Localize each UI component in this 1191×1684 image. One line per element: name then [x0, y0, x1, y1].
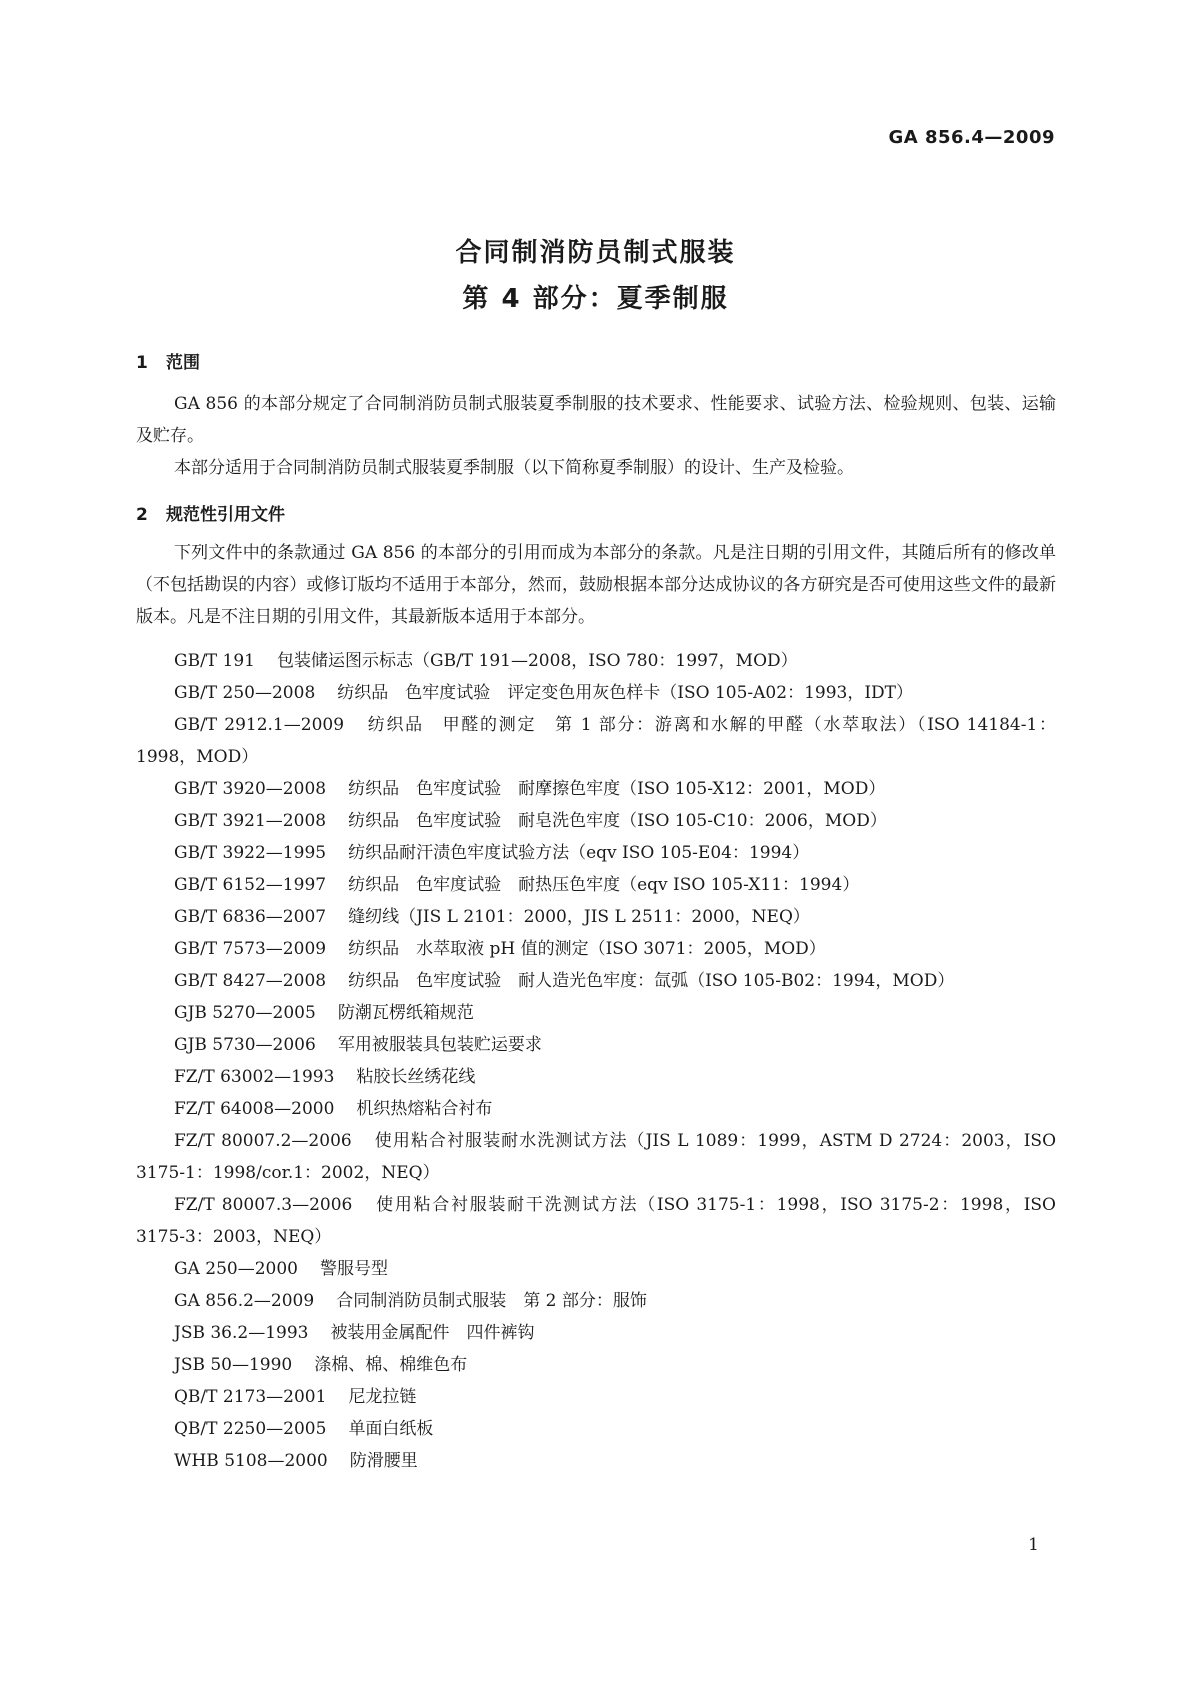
- reference-code: GJB 5270—2005: [174, 1003, 316, 1023]
- reference-title: 警服号型: [319, 1259, 388, 1279]
- reference-item: [136, 1029, 1056, 1061]
- reference-item: [136, 1285, 1056, 1317]
- section-1-body: [136, 388, 1056, 484]
- reference-title: 纺织品 色牢度试验 耐人造光色牢度：氙弧（ISO 105-B02：1994，MOD）: [348, 971, 955, 991]
- reference-item: [136, 773, 1056, 805]
- reference-item: [136, 1253, 1056, 1285]
- reference-title: 机织热熔粘合衬布: [356, 1099, 493, 1119]
- reference-code: GB/T 8427—2008: [174, 971, 327, 991]
- reference-item: [136, 869, 1056, 901]
- reference-title: 单面白纸板: [348, 1419, 434, 1439]
- reference-code: GB/T 2912.1—2009: [174, 715, 345, 735]
- reference-code: JSB 36.2—1993: [174, 1323, 309, 1343]
- reference-item: [136, 1317, 1056, 1349]
- reference-item: [136, 933, 1056, 965]
- section-1-heading: [136, 348, 200, 373]
- reference-list: [136, 645, 1056, 1477]
- reference-code: GB/T 191: [174, 651, 255, 671]
- reference-title: 防滑腰里: [349, 1451, 418, 1471]
- reference-item: [136, 837, 1056, 869]
- reference-code: GA 250—2000: [174, 1259, 298, 1279]
- section-2-title: 规范性引用文件: [166, 505, 285, 525]
- reference-title: 包装储运图示标志（GB/T 191—2008，ISO 780：1997，MOD）: [277, 651, 798, 671]
- reference-code: FZ/T 80007.3—2006: [174, 1195, 353, 1215]
- reference-title: 缝纫线（JIS L 2101：2000，JIS L 2511：2000，NEQ）: [348, 907, 810, 927]
- reference-item: [136, 1061, 1056, 1093]
- reference-item: [136, 1189, 1056, 1253]
- reference-item: [136, 1445, 1056, 1477]
- reference-code: QB/T 2173—2001: [174, 1387, 327, 1407]
- reference-code: FZ/T 80007.2—2006: [174, 1131, 352, 1151]
- reference-code: GB/T 3920—2008: [174, 779, 327, 799]
- reference-item: [136, 1413, 1056, 1445]
- reference-code: JSB 50—1990: [174, 1355, 293, 1375]
- reference-item: [136, 1125, 1056, 1189]
- section-2-intro: [136, 537, 1056, 633]
- section-2-heading: [136, 500, 285, 525]
- reference-title: 纺织品 色牢度试验 评定变色用灰色样卡（ISO 105-A02：1993，IDT）: [337, 683, 914, 703]
- section-1-paragraph: GA 856 的本部分规定了合同制消防员制式服装夏季制服的技术要求、性能要求、试验方法、检验规则、包装、运输及贮存。: [136, 394, 1056, 446]
- section-1-number: 1: [136, 353, 148, 373]
- standard-code: GA 856.4—2009: [888, 127, 1055, 148]
- reference-title: 尼龙拉链: [348, 1387, 417, 1407]
- document-subtitle: 第 4 部分：夏季制服: [462, 284, 729, 314]
- reference-title: 纺织品 色牢度试验 耐热压色牢度（eqv ISO 105-X11：1994）: [348, 875, 860, 895]
- reference-title: 合同制消防员制式服装 第 2 部分：服饰: [336, 1291, 647, 1311]
- reference-code: QB/T 2250—2005: [174, 1419, 327, 1439]
- reference-title: 粘胶长丝绣花线: [356, 1067, 476, 1087]
- reference-item: [136, 901, 1056, 933]
- reference-item: [136, 1349, 1056, 1381]
- reference-code: GB/T 3921—2008: [174, 811, 327, 831]
- reference-code: GB/T 7573—2009: [174, 939, 327, 959]
- reference-code: FZ/T 64008—2000: [174, 1099, 335, 1119]
- reference-item: [136, 1093, 1056, 1125]
- reference-title: 纺织品 水萃取液 pH 值的测定（ISO 3071：2005，MOD）: [348, 939, 826, 959]
- reference-code: WHB 5108—2000: [174, 1451, 328, 1471]
- reference-code: GB/T 6152—1997: [174, 875, 327, 895]
- reference-item: [136, 805, 1056, 837]
- reference-code: FZ/T 63002—1993: [174, 1067, 335, 1087]
- section-1-paragraph: 本部分适用于合同制消防员制式服装夏季制服（以下简称夏季制服）的设计、生产及检验。: [174, 458, 854, 478]
- reference-item: [136, 709, 1056, 773]
- reference-title: 防潮瓦楞纸箱规范: [337, 1003, 474, 1023]
- reference-code: GJB 5730—2006: [174, 1035, 316, 1055]
- reference-title: 被装用金属配件 四件裤钩: [330, 1323, 535, 1343]
- reference-code: GA 856.2—2009: [174, 1291, 315, 1311]
- reference-code: GB/T 250—2008: [174, 683, 316, 703]
- reference-item: [136, 965, 1056, 997]
- reference-title: 纺织品 色牢度试验 耐摩擦色牢度（ISO 105-X12：2001，MOD）: [348, 779, 886, 799]
- reference-code: GB/T 6836—2007: [174, 907, 327, 927]
- reference-item: [136, 997, 1056, 1029]
- reference-title: 军用被服装具包装贮运要求: [337, 1035, 542, 1055]
- reference-item: [136, 677, 1056, 709]
- reference-code: GB/T 3922—1995: [174, 843, 327, 863]
- document-title: 合同制消防员制式服装: [455, 238, 736, 268]
- section-2-number: 2: [136, 505, 148, 525]
- section-2-intro-paragraph: 下列文件中的条款通过 GA 856 的本部分的引用而成为本部分的条款。凡是注日期的引用文件，其随后所有的修改单（不包括勘误的内容）或修订版均不适用于本部分，然而，鼓励根据本部分达成协议的各方研究是否可使用这些文件的最新版本。凡是不注日期的引用文件，其最新版本适用于本部分。: [136, 543, 1056, 627]
- reference-title: 使用粘合衬服装耐水洗测试方法（JIS L 1089：1999，ASTM D 2724：2003，ISO 3175-1：1998/cor.1：2002，NEQ）: [136, 1131, 1057, 1183]
- reference-title: 纺织品耐汗渍色牢度试验方法（eqv ISO 105-E04：1994）: [348, 843, 810, 863]
- reference-title: 纺织品 甲醛的测定 第 1 部分：游离和水解的甲醛（水萃取法）（ISO 14184-1：1998，MOD）: [136, 715, 1056, 767]
- reference-item: [136, 645, 1056, 677]
- reference-item: [136, 1381, 1056, 1413]
- reference-title: 使用粘合衬服装耐干洗测试方法（ISO 3175-1：1998，ISO 3175-2：1998，ISO 3175-3：2003，NEQ）: [136, 1195, 1056, 1247]
- reference-title: 涤棉、棉、棉维色布: [314, 1355, 468, 1375]
- page-number: 1: [1028, 1535, 1039, 1555]
- reference-title: 纺织品 色牢度试验 耐皂洗色牢度（ISO 105-C10：2006，MOD）: [348, 811, 887, 831]
- section-1-title: 范围: [166, 353, 200, 373]
